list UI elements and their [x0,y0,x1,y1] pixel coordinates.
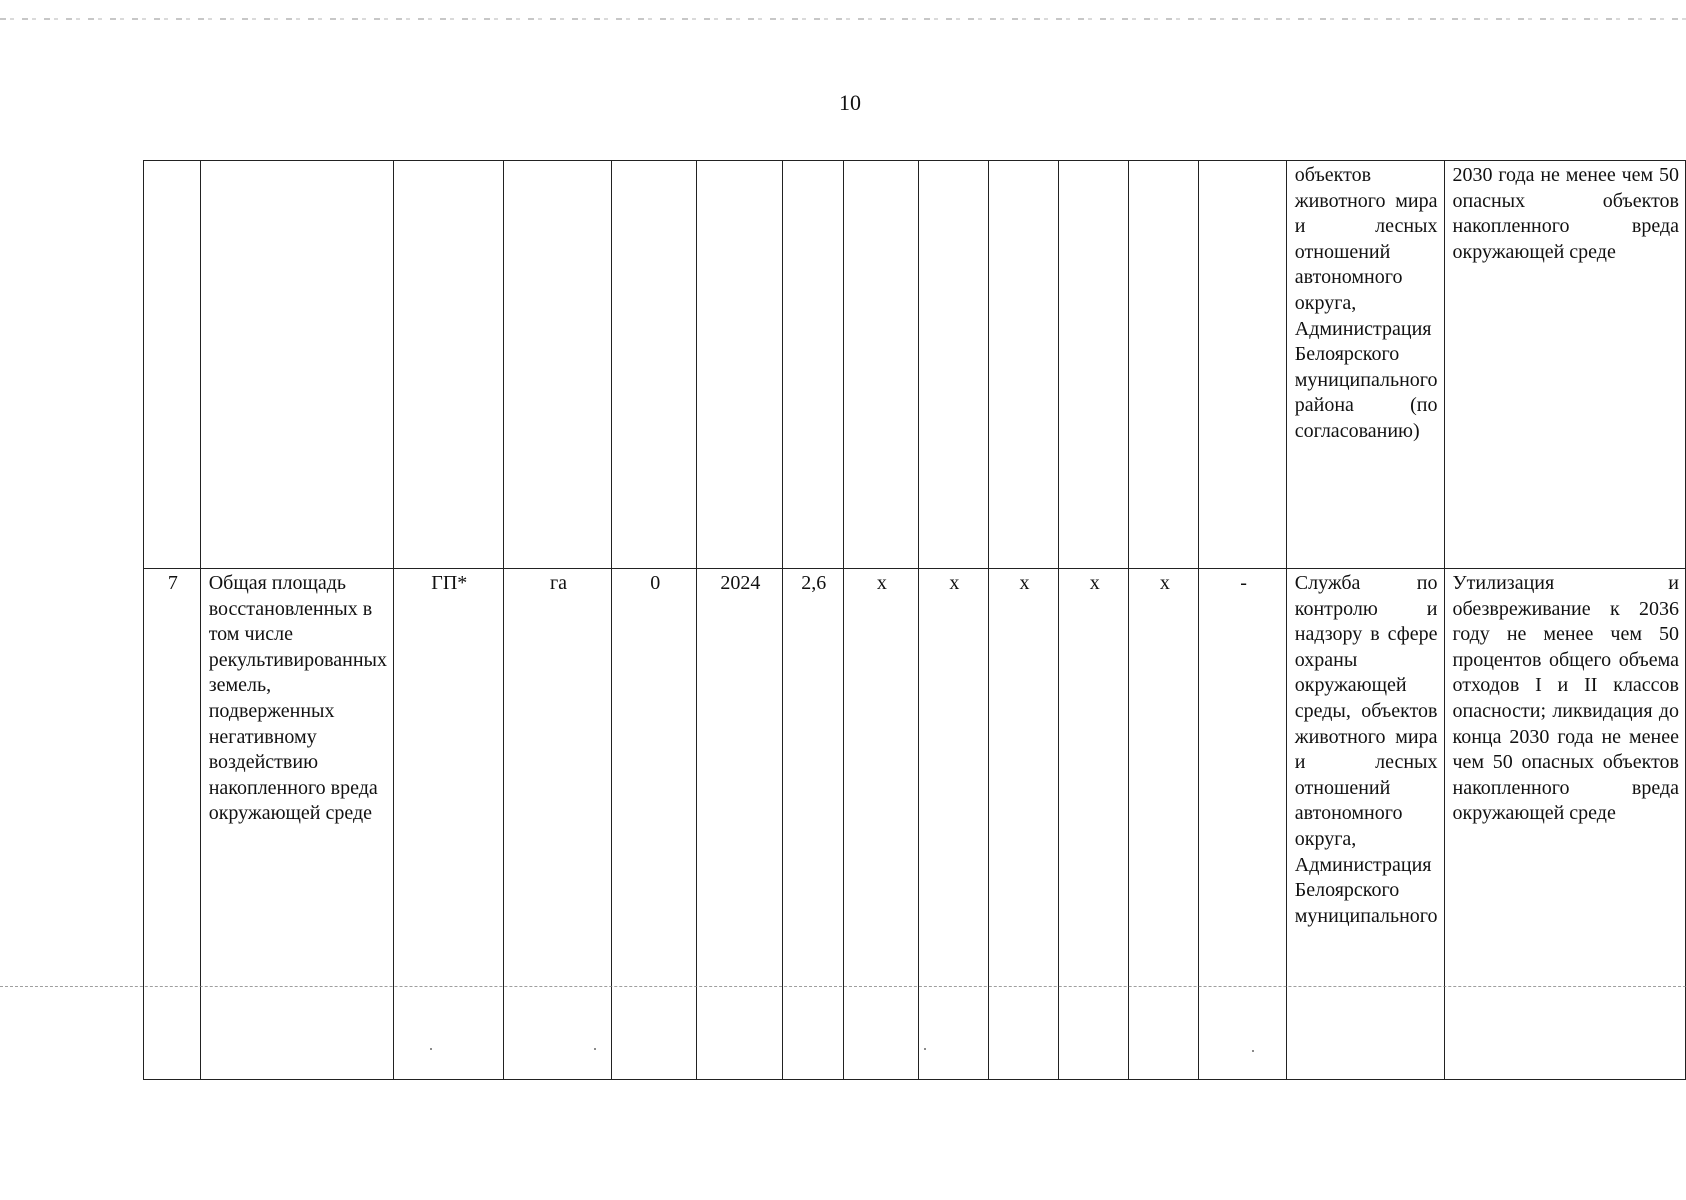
scan-fold-line [0,986,1686,987]
cell-v3 [918,161,988,569]
scan-speck [430,1048,432,1050]
cell-indicator [200,161,393,569]
table-row-continued [144,161,1686,569]
cell-num [144,161,201,569]
cell-goal: 2030 года не менее чем 50 опасных объектов накопленного вреда окружающей среде [1444,161,1686,569]
cell-v5: х [1059,569,1129,1080]
cell-goal: Утилизация и обезвреживание к 2036 году не менее чем 50 процентов общего объема отходов I и II классов опасности; ликвидация до конца 2030 года не менее чем 50 опасных объектов накопленного вреда окружающей среде [1444,569,1686,1080]
cell-executor: Служба по контролю и надзору в сфере охраны окружающей среды, объектов животного мира и лесных отношений автономного округа, Администрация Белоярского муниципального [1286,569,1444,1080]
cell-v1 [782,161,843,569]
cell-base-year: 2024 [697,569,783,1080]
cell-v3: х [918,569,988,1080]
cell-unit [503,161,612,569]
scan-speck [1252,1050,1254,1052]
cell-v7: - [1199,569,1286,1080]
cell-v2 [843,161,918,569]
cell-v1: 2,6 [782,569,843,1080]
page-number: 10 [839,90,861,115]
cell-executor: объектов животного мира и лесных отношений автономного округа, Администрация Белоярского муниципального района (по согласованию) [1286,161,1444,569]
cell-v4 [988,161,1058,569]
cell-v5 [1059,161,1129,569]
indicators-table [143,160,1686,1080]
cell-indicator: Общая площадь восстановленных в том числе рекультивированных земель, подверженных негативному воздействию накопленного вреда окружающей среде [200,569,393,1080]
cell-base-value [612,161,697,569]
cell-v6: х [1129,569,1199,1080]
table-row-7 [144,569,1686,1080]
scan-speck [924,1048,926,1050]
scan-speck [594,1048,596,1050]
cell-v7 [1199,161,1286,569]
cell-base-year [697,161,783,569]
cell-unit: га [503,569,612,1080]
cell-num: 7 [144,569,201,1080]
cell-v4: х [988,569,1058,1080]
cell-v2: х [843,569,918,1080]
cell-base-value: 0 [612,569,697,1080]
cell-v6 [1129,161,1199,569]
scan-edge [0,18,1686,20]
cell-type: ГП* [393,569,503,1080]
cell-type [393,161,503,569]
